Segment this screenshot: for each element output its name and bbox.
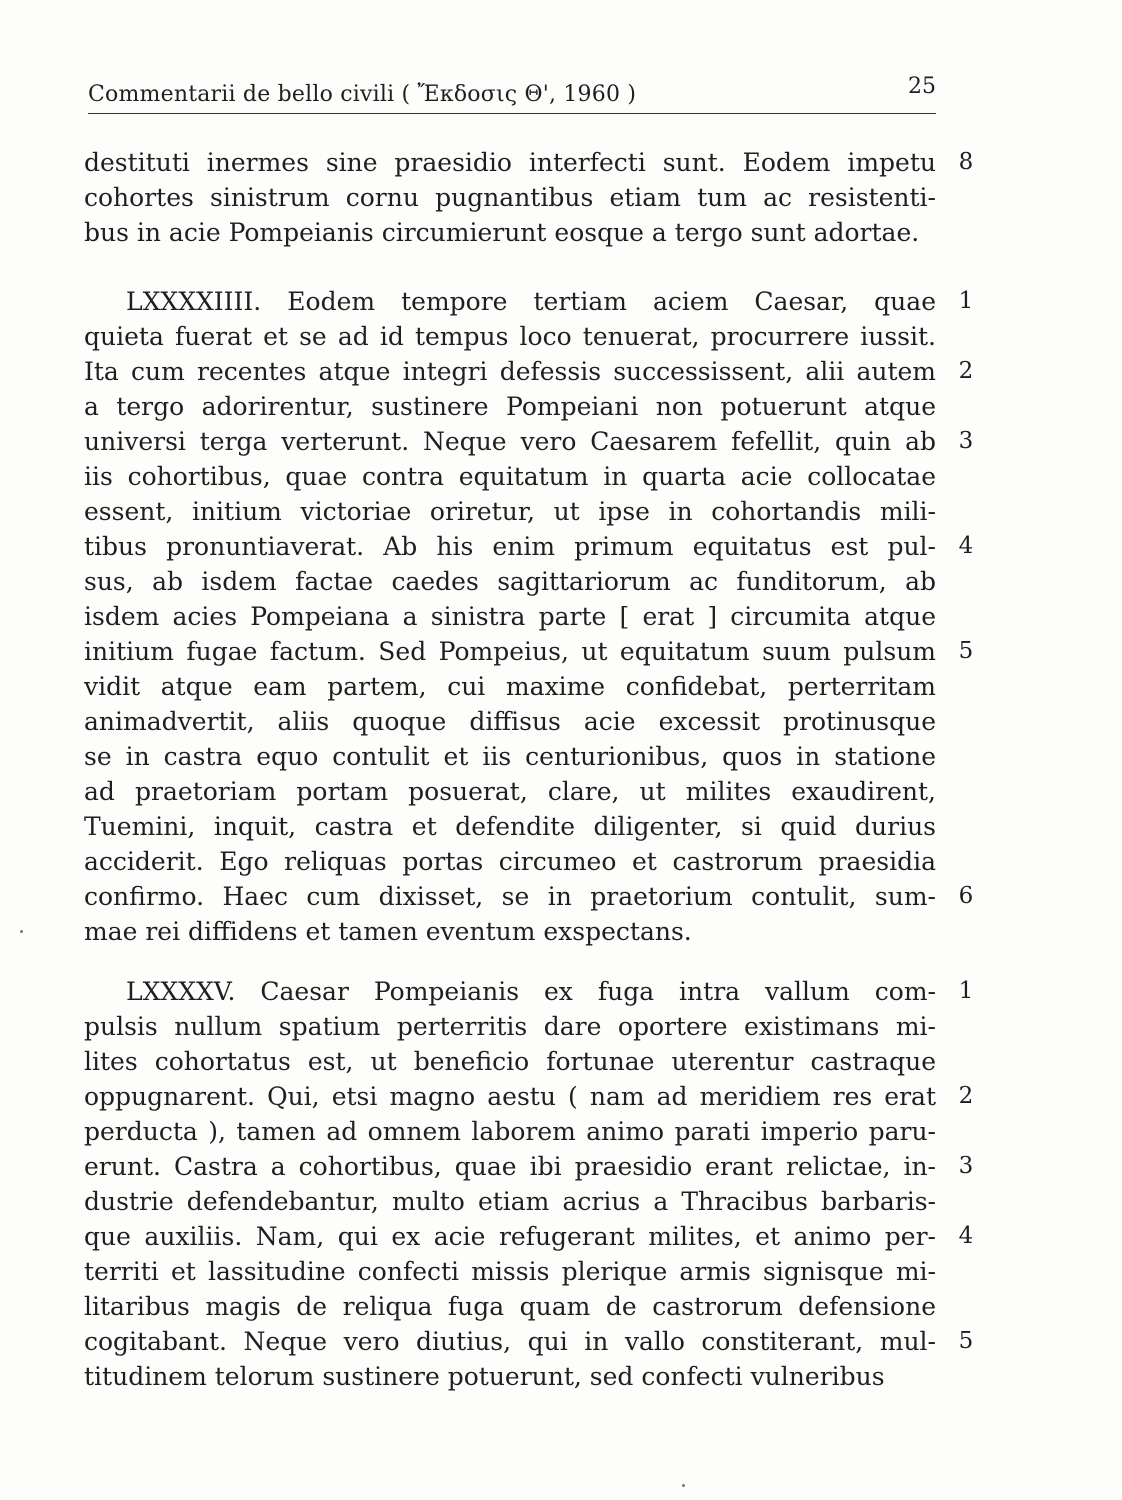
text-line: initium fugae factum. Sed Pompeius, ut equitatum suum pulsum [84,637,936,666]
text-line: essent, initium victoriae oriretur, ut ipse in cohortandis mili- [84,497,936,526]
text-line: perducta ), tamen ad omnem laborem animo parati imperio paru- [84,1117,936,1146]
text-line: erunt. Castra a cohortibus, quae ibi praesidio erant relictae, in- [84,1152,936,1181]
text-line: cogitabant. Neque vero diutius, qui in vallo constiterant, mul- [84,1327,936,1356]
text-line: titudinem telorum sustinere potuerunt, sed confecti vulneribus [84,1362,885,1391]
section-number: 1 [958,288,974,314]
margin-speck [682,1484,685,1487]
text-line: universi terga verterunt. Neque vero Caesarem fefellit, quin ab [84,427,936,456]
header-rule [88,113,936,114]
section-number: 8 [958,149,974,175]
text-line: cohortes sinistrum cornu pugnantibus etiam tum ac resistenti- [84,183,936,212]
text-line: destituti inermes sine praesidio interfecti sunt. Eodem impetu [84,148,936,177]
section-number: 5 [958,1328,974,1354]
text-line: Ita cum recentes atque integri defessis successissent, alii autem [84,357,936,386]
chapter-lxxxxv [84,974,974,1394]
text-line: mae rei diffidens et tamen eventum exspectans. [84,917,692,946]
text-line: sus, ab isdem factae caedes sagittariorum ac funditorum, ab [84,567,936,596]
section-number: 1 [958,978,974,1004]
text-line: se in castra equo contulit et iis centurionibus, quos in statione [84,742,936,771]
text-line: tibus pronuntiaverat. Ab his enim primum equitatus est pul- [84,532,936,561]
text-line: vidit atque eam partem, cui maxime confidebat, perterritam [84,672,936,701]
text-line: Tuemini, inquit, castra et defendite diligenter, si quid durius [84,812,936,841]
text-line: territi et lassitudine confecti missis plerique armis signisque mi- [84,1257,936,1286]
text-line: LXXXXIIII. Eodem tempore tertiam aciem Caesar, quae [126,287,936,316]
chapter-lxxxxiiii [84,284,974,949]
text-line: a tergo adorirentur, sustinere Pompeiani non potuerunt atque [84,392,936,421]
text-line: litaribus magis de reliqua fuga quam de castrorum defensione [84,1292,936,1321]
section-number: 4 [958,533,974,559]
text-line: confirmo. Haec cum dixisset, se in praetorium contulit, sum- [84,882,936,911]
intro-paragraph [84,145,974,250]
text-line: isdem acies Pompeiana a sinistra parte [ erat ] circumita atque [84,602,936,631]
section-number: 5 [958,638,974,664]
running-header [88,74,936,118]
text-line: pulsis nullum spatium perterritis dare oportere existimans mi- [84,1012,936,1041]
section-number: 4 [958,1223,974,1249]
section-number: 2 [958,1083,974,1109]
text-line: acciderit. Ego reliquas portas circumeo et castrorum praesidia [84,847,936,876]
text-line: que auxiliis. Nam, qui ex acie refugerant milites, et animo per- [84,1222,936,1251]
page-number: 25 [908,74,936,99]
text-line: iis cohortibus, quae contra equitatum in quarta acie collocatae [84,462,936,491]
section-number: 6 [958,883,974,909]
section-number: 2 [958,358,974,384]
running-title: Commentarii de bello civili ( Ἔκδοσις Θ', 1960 ) [88,82,637,107]
section-number: 3 [958,428,974,454]
text-line: quieta fuerat et se ad id tempus loco tenuerat, procurrere iussit. [84,322,936,351]
text-line: oppugnarent. Qui, etsi magno aestu ( nam ad meridiem res erat [84,1082,936,1111]
text-line: animadvertit, aliis quoque diffisus acie excessit protinusque [84,707,936,736]
text-line: LXXXXV. Caesar Pompeianis ex fuga intra vallum com- [126,977,936,1006]
text-line: dustrie defendebantur, multo etiam acrius a Thracibus barbaris- [84,1187,936,1216]
text-line: lites cohortatus est, ut beneficio fortunae uterentur castraque [84,1047,936,1076]
margin-speck [20,930,23,933]
section-number: 3 [958,1153,974,1179]
text-line: ad praetoriam portam posuerat, clare, ut milites exaudirent, [84,777,936,806]
text-line: bus in acie Pompeianis circumierunt eosque a tergo sunt adortae. [84,218,920,247]
